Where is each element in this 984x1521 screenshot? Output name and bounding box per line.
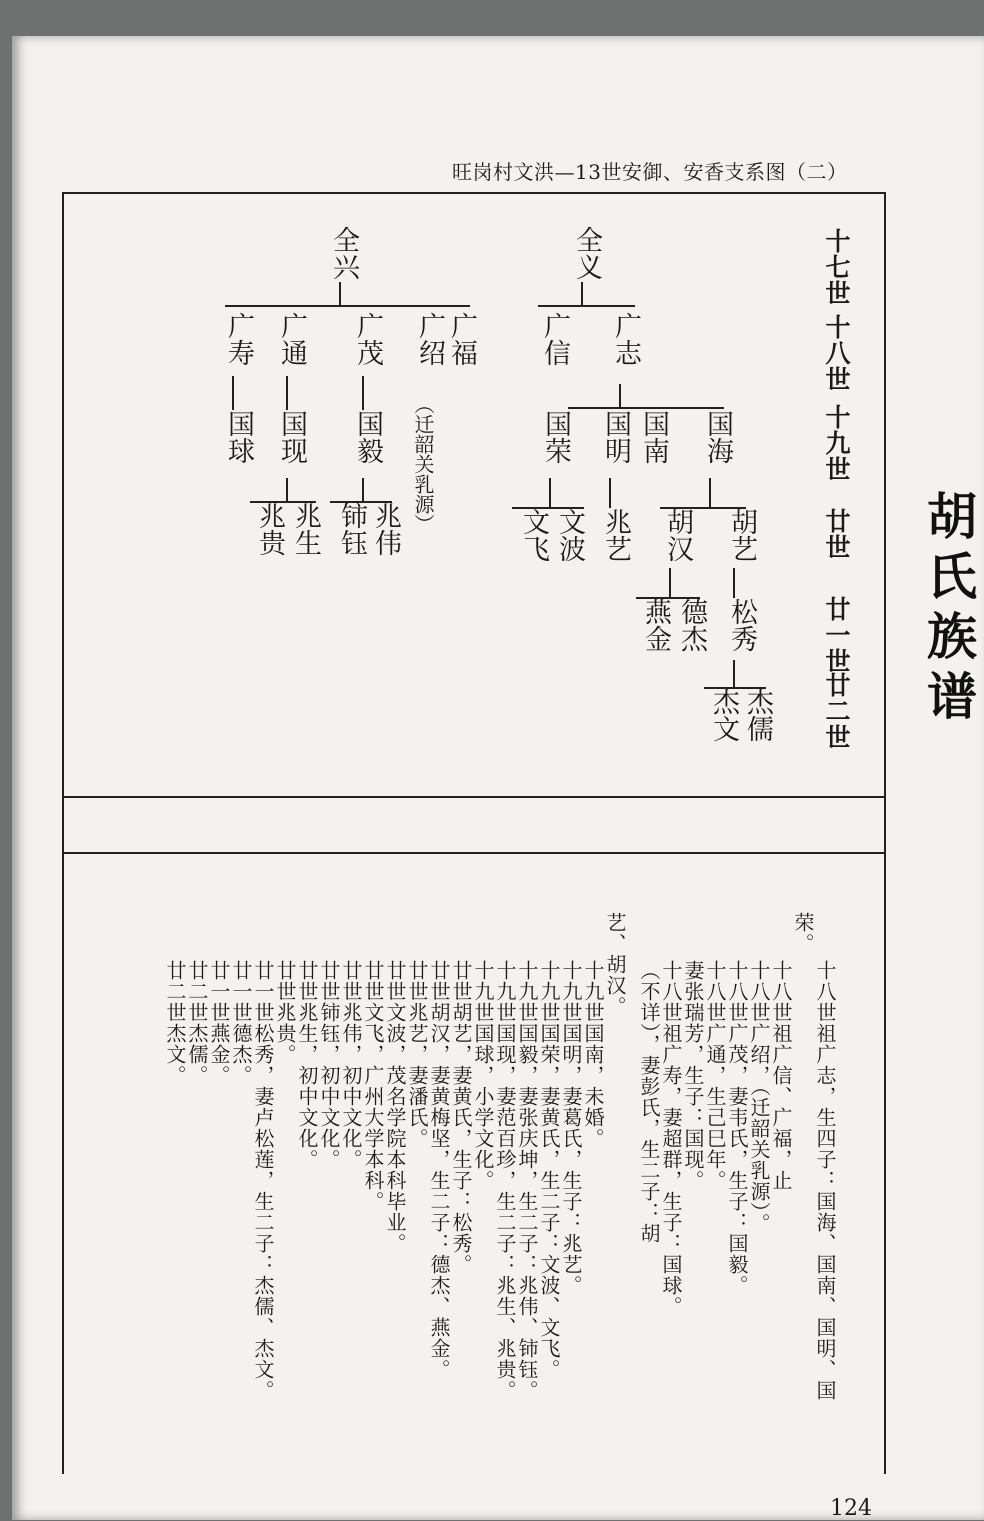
- generation-label-19: 十九世: [822, 404, 851, 482]
- text-column: 廿一世德杰。: [229, 960, 253, 1086]
- tree-node: 杰文: [708, 688, 739, 742]
- tree-node: 松秀: [726, 598, 757, 652]
- text-column: 廿二世杰文。: [163, 960, 187, 1086]
- tree-node: 全义: [571, 226, 602, 280]
- tree-node: 兆生: [290, 502, 321, 556]
- tree-node: 燕金: [640, 598, 671, 652]
- tree-node: 兆艺: [600, 508, 631, 562]
- generation-label-21: 廿一世: [822, 596, 851, 674]
- tree-node: 国明: [600, 410, 631, 464]
- tree-node: 国球: [223, 410, 254, 464]
- text-column: 十九世国明，妻葛氏，生子：兆艺。: [559, 960, 583, 1296]
- text-column: 廿世兆艺，妻潘氏。: [405, 960, 429, 1149]
- page-number: 124: [830, 1496, 872, 1521]
- text-column: 十八世广绍，（迁韶关乳源）。: [747, 960, 771, 1234]
- tree-node: 德杰: [676, 598, 707, 652]
- tree-node: 国毅: [352, 410, 383, 464]
- tree-node: 兆伟: [370, 502, 401, 556]
- text-column: 妻张瑞芳，生子：国现。: [681, 960, 705, 1191]
- text-column: （不详），妻彭氏，生二子：胡: [637, 960, 661, 1244]
- tree-node: 国南: [638, 410, 669, 464]
- generation-label-22: 廿二世: [822, 672, 851, 750]
- tree-node: 文飞: [518, 508, 549, 562]
- text-column: 廿世胡汉，妻黄梅坚，生二子：德杰、燕金。: [427, 960, 451, 1380]
- text-column: 十八世广茂，妻韦氏，生子：国毅。: [725, 960, 749, 1296]
- text-column: 廿世兆生，初中文化。: [295, 960, 319, 1170]
- text-column: 十九世国荣，妻黄氏，生二子：文波、文飞。: [537, 960, 561, 1380]
- generation-label-20: 廿世: [822, 508, 851, 560]
- tree-node: 广寿: [223, 312, 254, 366]
- text-column: 廿世文波，茂名学院本科毕业。: [383, 960, 407, 1254]
- text-column: 廿世胡艺，妻黄氏，生子：松秀。: [449, 960, 473, 1275]
- generation-label-17: 十七世: [822, 228, 851, 306]
- text-column: 十八世广通，生己巳年。: [703, 960, 727, 1191]
- tree-node: 国现: [276, 410, 307, 464]
- text-column: 十九世国现，妻范百珍，生二子：兆生、兆贵。: [493, 960, 517, 1401]
- tree-node: 全兴: [328, 226, 359, 280]
- tree-node: 广通: [276, 312, 307, 366]
- text-column: 十八世祖广志，生四子：国海、国南、国明、国: [813, 960, 837, 1401]
- text-column: 十八世祖广信、广福，止: [769, 960, 793, 1191]
- tree-node: 国荣: [540, 410, 571, 464]
- tree-node: 兆贵: [254, 502, 285, 556]
- section-divider-bottom: [62, 852, 884, 854]
- text-column: 廿世兆伟，初中文化。: [339, 960, 363, 1170]
- text-column: 十九世国球，小学文化。: [471, 960, 495, 1191]
- tree-node-note: （迁韶关乳源）: [411, 394, 435, 534]
- tree-node: 杰儒: [742, 688, 773, 742]
- page-header-title: 旺岗村文洪—13世安御、安香支系图（二）: [452, 160, 848, 184]
- tree-node: 广绍: [414, 312, 445, 366]
- tree-node: 国海: [702, 410, 733, 464]
- generation-label-18: 十八世: [822, 314, 851, 392]
- tree-node: 广信: [539, 312, 570, 366]
- book-title-sidebar: 胡氏族谱: [919, 490, 977, 730]
- text-column: 廿二世杰儒。: [185, 960, 209, 1086]
- text-column: 艺、胡汉。: [603, 912, 627, 1017]
- text-column: 十八世祖广寿，妻超群，生子：国球。: [659, 960, 683, 1317]
- text-column: 十九世国南，未婚。: [581, 960, 605, 1149]
- text-column: 廿世兆贵。: [273, 960, 297, 1065]
- text-column: 廿世文飞，广州大学本科。: [361, 960, 385, 1212]
- text-column: 廿世铈钰，初中文化。: [317, 960, 341, 1170]
- text-column: 荣。: [791, 912, 815, 954]
- text-column: 廿一世松秀，妻卢松莲，生二子：杰儒、杰文。: [251, 960, 275, 1401]
- text-column: 十九世国毅，妻张庆坤，生二子：兆伟、铈钰。: [515, 960, 539, 1401]
- tree-node: 文波: [554, 508, 585, 562]
- tree-node: 广志: [610, 312, 641, 366]
- tree-node: 胡艺: [726, 508, 757, 562]
- tree-node: 铈钰: [336, 502, 367, 556]
- tree-node: 广福: [446, 312, 477, 366]
- text-column: 廿一世燕金。: [207, 960, 231, 1086]
- tree-node: 广茂: [352, 312, 383, 366]
- tree-node: 胡汉: [662, 508, 693, 562]
